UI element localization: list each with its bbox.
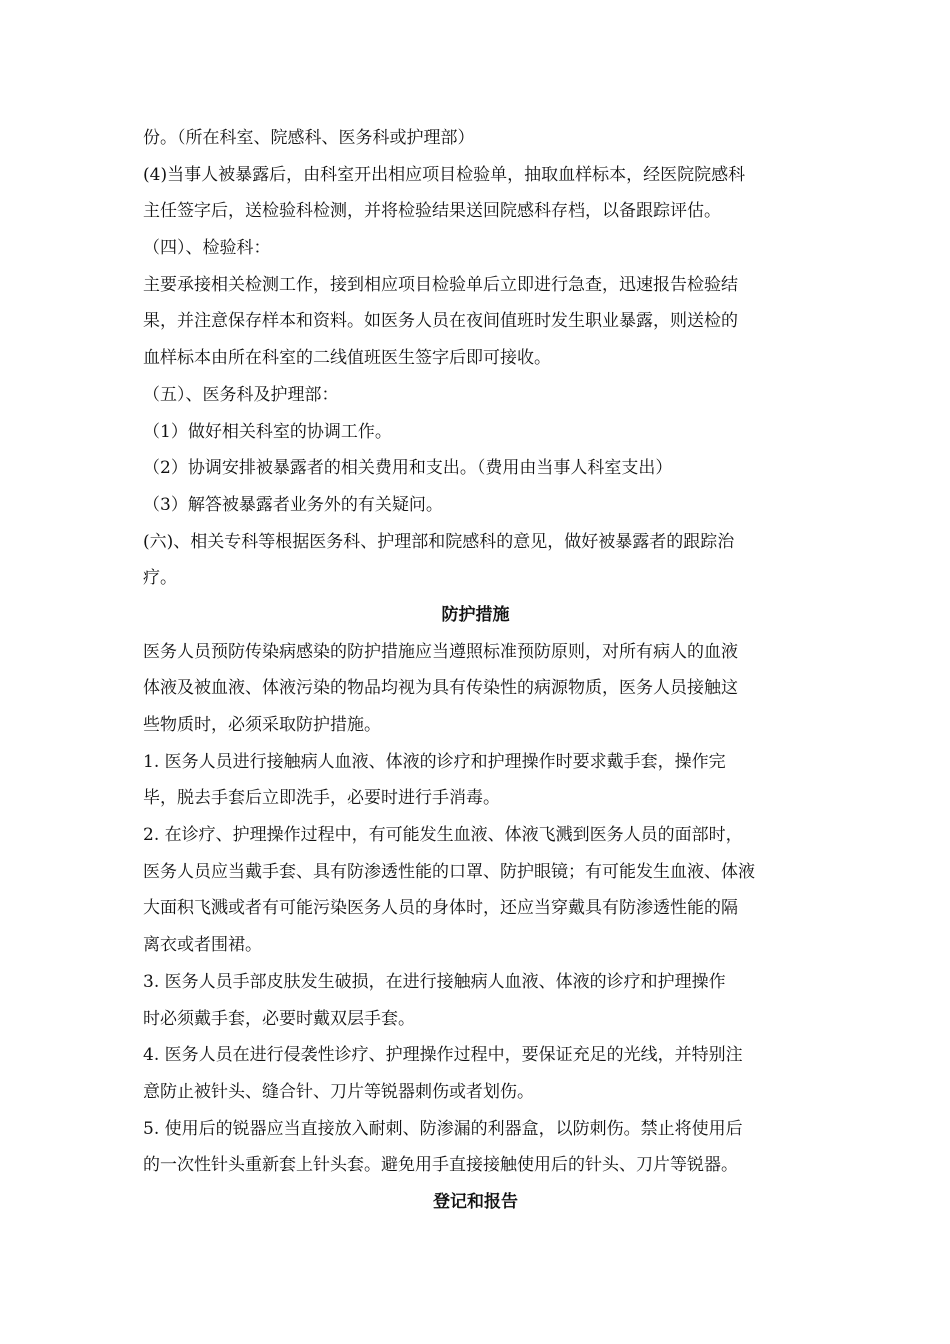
text-line: 医务人员应当戴手套、具有防渗透性能的口罩、防护眼镜；有可能发生血液、体液 <box>143 861 755 882</box>
text-line: 主要承接相关检测工作，接到相应项目检验单后立即进行急查，迅速报告检验结 <box>143 274 738 295</box>
text-line: 5. 使用后的锐器应当直接放入耐刺、防渗漏的利器盒，以防刺伤。禁止将使用后 <box>143 1118 743 1139</box>
text-line: 果，并注意保存样本和资料。如医务人员在夜间值班时发生职业暴露，则送检的 <box>143 311 738 332</box>
text-line: 医务人员预防传染病感染的防护措施应当遵照标准预防原则，对所有病人的血液 <box>143 641 738 662</box>
text-line: （3）解答被暴露者业务外的有关疑问。 <box>143 494 443 515</box>
text-line: 毕，脱去手套后立即洗手，必要时进行手消毒。 <box>143 788 500 809</box>
document-page <box>143 120 808 1221</box>
text-line: 意防止被针头、缝合针、刀片等锐器刺伤或者划伤。 <box>143 1081 534 1102</box>
section-heading-registration: 登记和报告 <box>433 1191 518 1212</box>
text-line: 主任签字后，送检验科检测，并将检验结果送回院感科存档，以备跟踪评估。 <box>143 201 721 222</box>
text-line: (六)、相关专科等根据医务科、护理部和院感科的意见，做好被暴露者的跟踪治 <box>143 531 735 552</box>
text-line: 的一次性针头重新套上针头套。避免用手直接接触使用后的针头、刀片等锐器。 <box>143 1155 738 1176</box>
text-line: （2）协调安排被暴露者的相关费用和支出。（费用由当事人科室支出） <box>143 458 673 479</box>
text-line: （五）、医务科及护理部： <box>143 384 339 405</box>
text-line: 大面积飞溅或者有可能污染医务人员的身体时，还应当穿戴具有防渗透性能的隔 <box>143 898 738 919</box>
text-line: 份。（所在科室、院感科、医务科或护理部） <box>143 128 475 148</box>
text-line: 体液及被血液、体液污染的物品均视为具有传染性的病源物质，医务人员接触这 <box>143 678 738 699</box>
section-heading-protection: 防护措施 <box>441 604 510 625</box>
text-line: 4. 医务人员在进行侵袭性诊疗、护理操作过程中，要保证充足的光线，并特别注 <box>143 1045 743 1066</box>
text-line: (4)当事人被暴露后，由科室开出相应项目检验单，抽取血样标本，经医院院感科 <box>143 164 746 185</box>
text-line: 些物质时，必须采取防护措施。 <box>143 715 381 735</box>
text-line: 离衣或者围裙。 <box>143 935 262 956</box>
text-line: 血样标本由所在科室的二线值班医生签字后即可接收。 <box>143 348 551 369</box>
text-line: 时必须戴手套，必要时戴双层手套。 <box>143 1008 415 1029</box>
text-line: 2. 在诊疗、护理操作过程中，有可能发生血液、体液飞溅到医务人员的面部时， <box>143 825 743 846</box>
text-line: （1）做好相关科室的协调工作。 <box>143 421 392 442</box>
text-line: 3. 医务人员手部皮肤发生破损，在进行接触病人血液、体液的诊疗和护理操作 <box>143 971 726 992</box>
text-line: 1. 医务人员进行接触病人血液、体液的诊疗和护理操作时要求戴手套，操作完 <box>143 751 726 772</box>
text-line: （四）、检验科： <box>143 238 271 259</box>
text-line: 疗。 <box>143 568 177 589</box>
